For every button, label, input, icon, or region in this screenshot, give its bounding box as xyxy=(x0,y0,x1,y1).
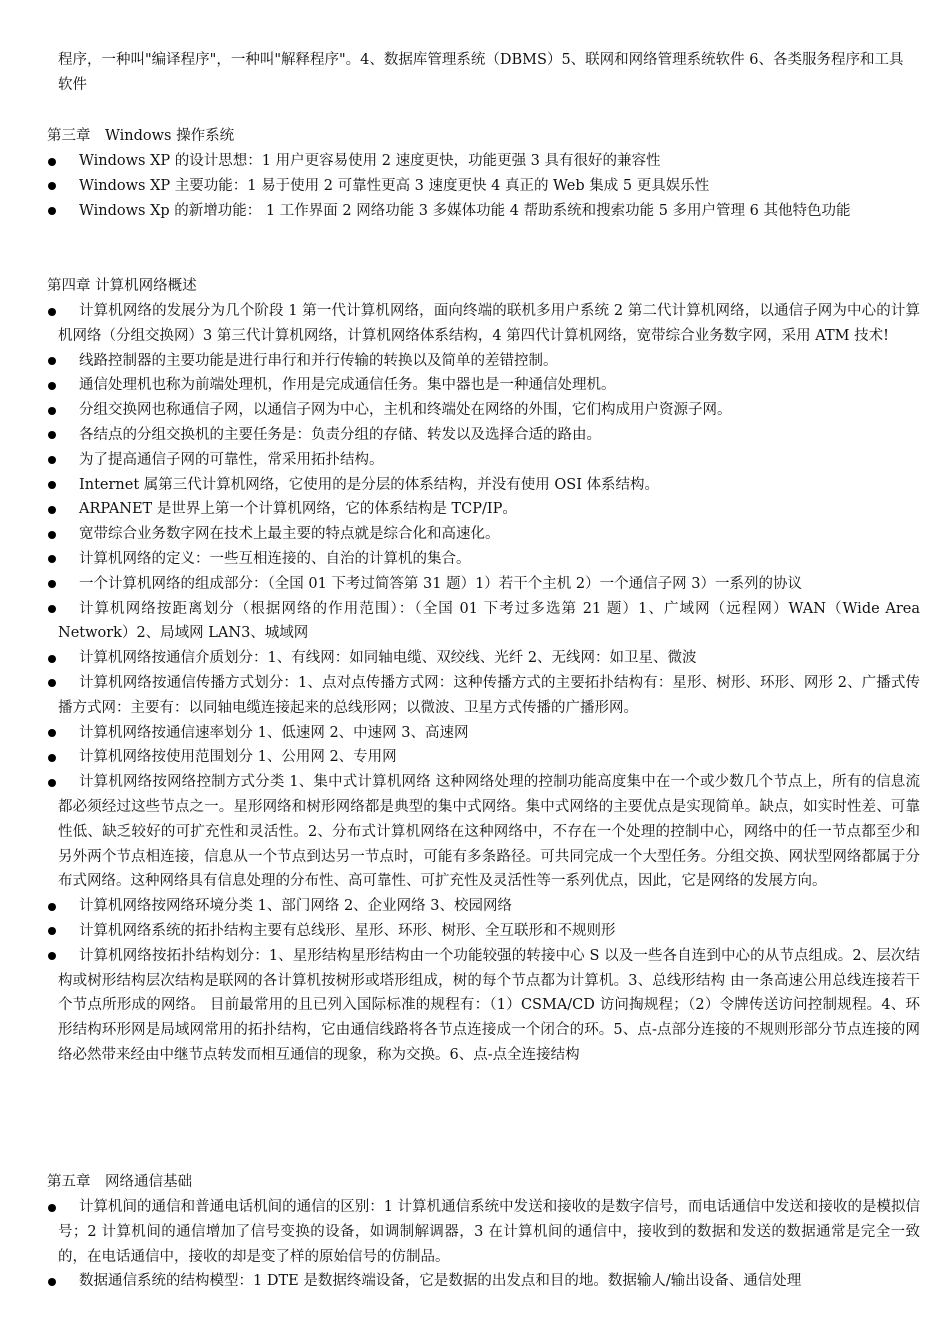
continuation-paragraph: 程序，一种叫"编译程序"，一种叫"解释程序"。4、数据库管理系统（DBMS）5、联网和网络管理系统软件 6、各类服务程序和工具软件 xyxy=(58,52,904,93)
bullet-icon xyxy=(48,357,56,365)
chapter-4-list xyxy=(0,299,950,1068)
list-item: 为了提高通信子网的可靠性，常采用拓扑结构。 xyxy=(0,448,950,473)
bullet-icon xyxy=(48,531,56,539)
bullet-icon xyxy=(48,158,56,166)
bullet-icon xyxy=(48,481,56,489)
bullet-icon xyxy=(48,506,56,514)
bullet-icon xyxy=(48,182,56,190)
list-item: 线路控制器的主要功能是进行串行和并行传输的转换以及简单的差错控制。 xyxy=(0,349,950,374)
bullet-icon xyxy=(48,605,56,613)
list-item: 宽带综合业务数字网在技术上最主要的特点就是综合化和高速化。 xyxy=(0,522,950,547)
list-item: 一个计算机网络的组成部分：（全国 01 下考过简答第 31 题）1）若干个主机 2）一个通信子网 3）一系列的协议 xyxy=(0,572,950,597)
list-item: 各结点的分组交换机的主要任务是：负责分组的存储、转发以及选择合适的路由。 xyxy=(0,423,950,448)
bullet-icon xyxy=(48,754,56,762)
bullet-icon xyxy=(48,952,56,960)
bullet-icon xyxy=(48,308,56,316)
list-item: 计算机网络按网络控制方式分类 1、集中式计算机网络 这种网络处理的控制功能高度集中在一个或少数几个节点上，所有的信息流都必须经过这些节点之一。星形网络和树形网络都是典型的集中式网络。集中式网络的主要优点是实现简单。缺点，如实时性差、可靠性低、缺乏较好的可扩充性和灵活性。2、分布式计算机网络在这种网络中，不存在一个处理的控制中心，网络中的任一节点都至少和另外两个节点相连接，信息从一个节点到达另一节点时，可能有多条路径。可共同完成一个大型任务。分组交换、网状型网络都属于分布式网络。这种网络具有信息处理的分布性、高可靠性、可扩充性及灵活性等一系列优点，因此，它是网络的发展方向。 xyxy=(0,770,950,894)
list-item: 计算机网络按通信介质划分：1、有线网：如同轴电缆、双绞线、光纤 2、无线网：如卫星、微波 xyxy=(0,646,950,671)
list-item: 计算机网络按通信速率划分 1、低速网 2、中速网 3、高速网 xyxy=(0,721,950,746)
bullet-icon xyxy=(48,456,56,464)
bullet-icon xyxy=(48,431,56,439)
bullet-icon xyxy=(48,679,56,687)
list-item: Windows XP 的设计思想：1 用户更容易使用 2 速度更快，功能更强 3 具有很好的兼容性 xyxy=(0,149,950,174)
bullet-icon xyxy=(48,207,56,215)
list-item: 通信处理机也称为前端处理机，作用是完成通信任务。集中器也是一种通信处理机。 xyxy=(0,373,950,398)
list-item: 计算机网络的发展分为几个阶段 1 第一代计算机网络，面向终端的联机多用户系统 2 第二代计算机网络，以通信子网为中心的计算机网络（分组交换网）3 第三代计算机网络，计算机网络体系结构，4 第四代计算机网络，宽带综合业务数字网，采用 ATM 技术! xyxy=(0,299,950,349)
list-item: 计算机网络系统的拓扑结构主要有总线形、星形、环形、树形、全互联形和不规则形 xyxy=(0,919,950,944)
chapter-3-title: 第三章 Windows 操作系统 xyxy=(47,128,235,144)
chapter-3-list xyxy=(0,149,950,223)
bullet-icon xyxy=(48,382,56,390)
chapter-5-list xyxy=(0,1195,950,1294)
list-item: 数据通信系统的结构模型：1 DTE 是数据终端设备，它是数据的出发点和目的地。数据输人/输出设备、通信处理 xyxy=(0,1269,950,1294)
bullet-icon xyxy=(48,1204,56,1212)
list-item: Windows Xp 的新增功能： 1 工作界面 2 网络功能 3 多媒体功能 4 帮助系统和搜索功能 5 多用户管理 6 其他特色功能 xyxy=(0,199,950,224)
chapter-5-title: 第五章 网络通信基础 xyxy=(47,1174,192,1190)
chapter-4-title: 第四章 计算机网络概述 xyxy=(47,278,197,294)
list-item: 计算机网络的定义：一些互相连接的、自治的计算机的集合。 xyxy=(0,547,950,572)
list-item: 计算机网络按距离划分（根据网络的作用范围）：（全国 01 下考过多选第 21 题）1、广域网（远程网）WAN（Wide Area Network）2、局域网 LAN3、城域网 xyxy=(0,597,950,647)
bullet-icon xyxy=(48,1278,56,1286)
bullet-icon xyxy=(48,903,56,911)
bullet-icon xyxy=(48,779,56,787)
bullet-icon xyxy=(48,927,56,935)
list-item: 计算机网络按使用范围划分 1、公用网 2、专用网 xyxy=(0,745,950,770)
list-item: ARPANET 是世界上第一个计算机网络，它的体系结构是 TCP/IP。 xyxy=(0,497,950,522)
bullet-icon xyxy=(48,729,56,737)
list-item: 分组交换网也称通信子网，以通信子网为中心，主机和终端处在网络的外围，它们构成用户资源子网。 xyxy=(0,398,950,423)
bullet-icon xyxy=(48,555,56,563)
bullet-icon xyxy=(48,655,56,663)
list-item: Internet 属第三代计算机网络，它使用的是分层的体系结构，并没有使用 OSI 体系结构。 xyxy=(0,473,950,498)
list-item: 计算机网络按通信传播方式划分：1、点对点传播方式网：这种传播方式的主要拓扑结构有：星形、树形、环形、网形 2、广播式传播方式网：主要有：以同轴电缆连接起来的总线形网；以微波、卫星方式传播的广播形网。 xyxy=(0,671,950,721)
list-item: Windows XP 主要功能：1 易于使用 2 可靠性更高 3 速度更快 4 真正的 Web 集成 5 更具娱乐性 xyxy=(0,174,950,199)
bullet-icon xyxy=(48,407,56,415)
list-item: 计算机网络按网络环境分类 1、部门网络 2、企业网络 3、校园网络 xyxy=(0,894,950,919)
list-item: 计算机间的通信和普通电话机间的通信的区别：1 计算机通信系统中发送和接收的是数字信号，而电话通信中发送和接收的是模拟信号；2 计算机间的通信增加了信号变换的设备，如调制解调器，3 在计算机间的通信中，接收到的数据和发送的数据通常是完全一致的，在电话通信中，接收的却是变了样的原始信号的仿制品。 xyxy=(0,1195,950,1269)
list-item: 计算机网络按拓扑结构划分：1、星形结构星形结构由一个功能较强的转接中心 S 以及一些各自连到中心的从节点组成。2、层次结构或树形结构层次结构是联网的各计算机按树形或塔形组成，树的每个节点都为计算机。3、总线形结构 由一条高速公用总线连接若干个节点所形成的网络。 目前最常用的且已列入国际标准的规程有：（1）CSMA/CD 访问掏规程；（2）令牌传送访问控制规程。4、环形结构环形网是局域网常用的拓扑结构，它由通信线路将各节点连接成一个闭合的环。5、点-点部分连接的不规则形部分节点连接的网络必然带来经由中继节点转发而相互通信的现象，称为交换。6、点-点全连接结构 xyxy=(0,944,950,1068)
bullet-icon xyxy=(48,580,56,588)
